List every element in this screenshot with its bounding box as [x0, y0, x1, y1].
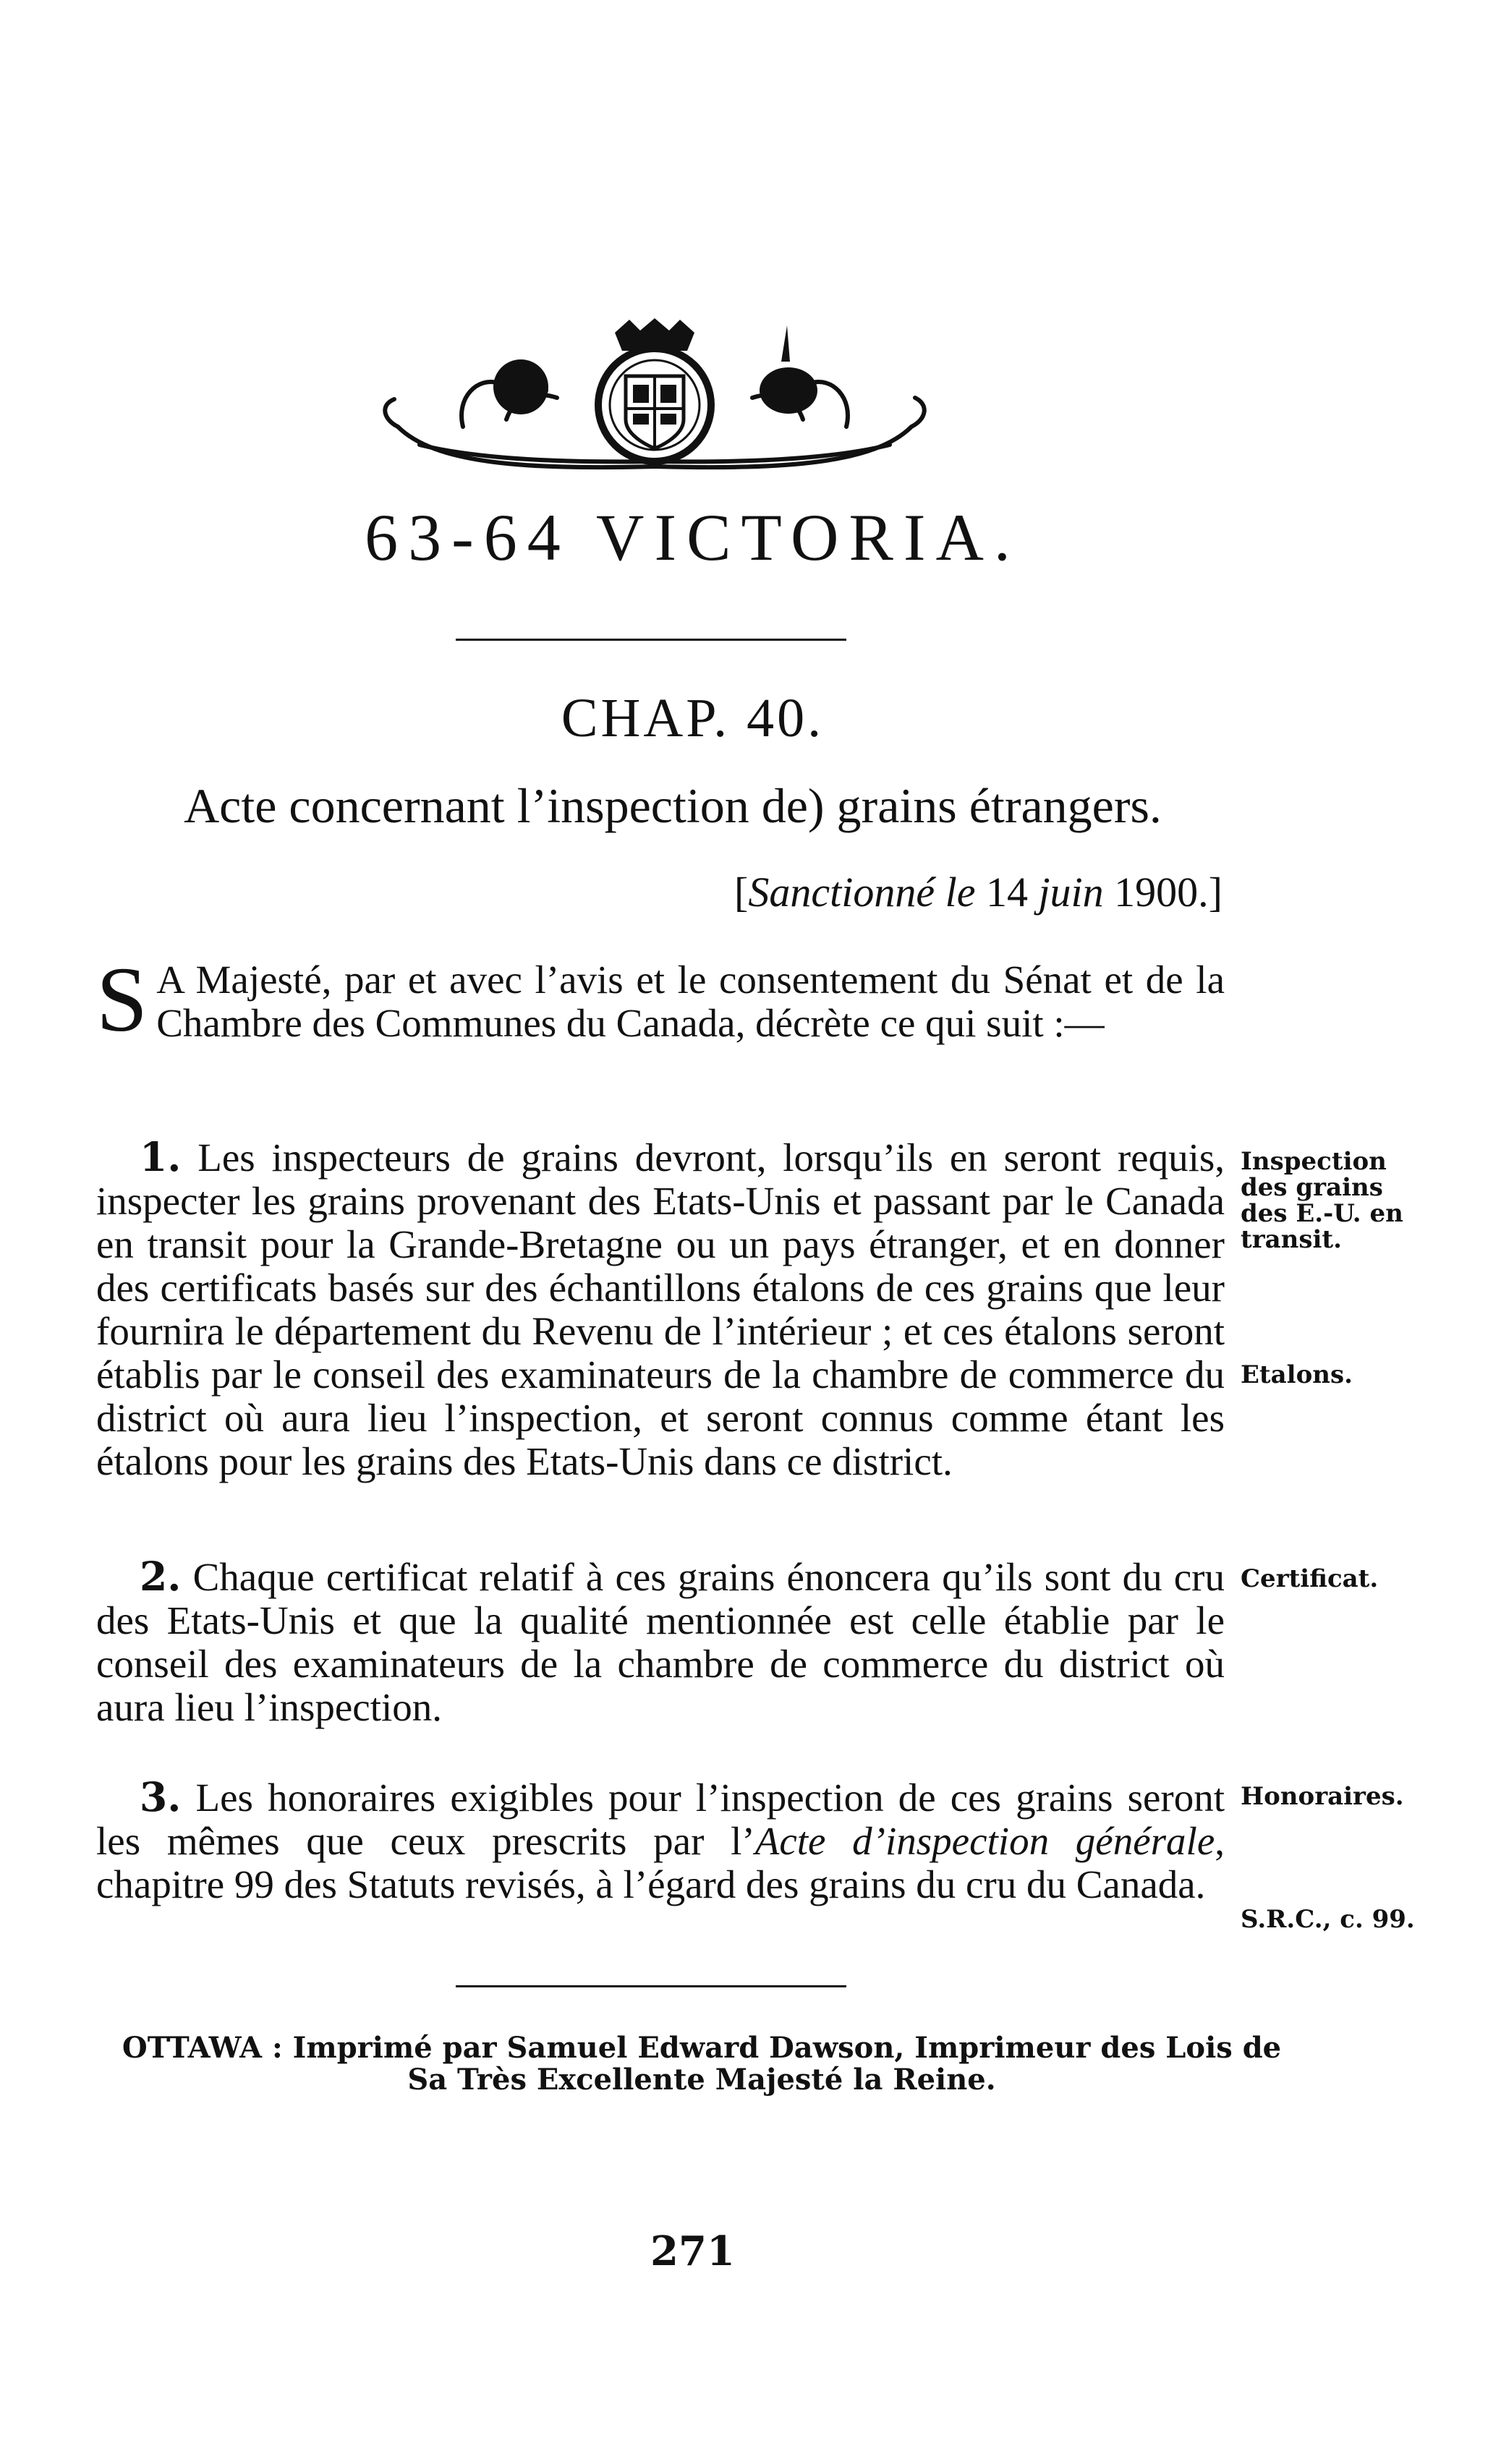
section-text-after: , chapitre 99 des Statuts revisés, à l’égard des grains du cru du Canada.	[96, 1819, 1225, 1906]
sanction-day: 14	[985, 869, 1028, 916]
page-number: 271	[650, 2228, 735, 2275]
section-2	[96, 1555, 1225, 1729]
divider-rule	[456, 639, 846, 641]
section-text: Chaque certificat relatif à ces grains énoncera qu’ils sont du cru des Etats-Unis et que la qualité mentionnée est celle établie par le conseil des examinateurs de la chambre de commerce du district où aura lieu l’inspection.	[96, 1555, 1225, 1729]
marginal-note-honoraires: Honoraires.	[1241, 1782, 1404, 1811]
printer-imprint	[109, 2032, 1295, 2096]
section-text: Les inspecteurs de grains devront, lorsqu’ils en seront requis, inspecter les grains provenant des Etats-Unis et passant par le Canada en transit pour la Grande-Bretagne ou un pays étranger, et en donner des certificats basés sur des échantillons étalons de ces grains que leur fournira le département du Revenu de l’intérieur ; et ces étalons seront établis par le conseil des examinateurs de la chambre de commerce du district où aura lieu l’inspection, et seront connus comme étant les étalons pour les grains des Etats-Unis dans ce district.	[96, 1135, 1225, 1483]
section-number: 2.	[140, 1553, 182, 1600]
drop-cap: S	[96, 948, 148, 1051]
marginal-note-inspection: Inspection des grains des E.-U. en transit.	[1241, 1147, 1403, 1254]
section-3	[96, 1775, 1225, 1906]
section-number: 3.	[140, 1773, 182, 1820]
chapter-heading: CHAP. 40.	[561, 688, 825, 749]
section-number: 1.	[140, 1133, 182, 1180]
regnal-year-heading: 63-64 VICTORIA.	[365, 500, 1021, 574]
royal-coat-of-arms-icon	[376, 318, 933, 477]
divider-rule	[456, 1985, 846, 1987]
act-reference: Acte d’inspection générale	[754, 1819, 1215, 1863]
imprint-line: Sa Très Excellente Majesté la Reine.	[407, 2063, 996, 2097]
sanction-date: [Sanctionné le 14 juin 1900.]	[734, 869, 1223, 916]
sanction-year: 1900.	[1114, 869, 1209, 916]
sanction-month: juin	[1038, 869, 1104, 916]
marginal-note-certificat: Certificat.	[1241, 1564, 1379, 1593]
act-title: Acte concernant l’inspection de) grains étrangers.	[184, 778, 1162, 833]
section-1	[96, 1135, 1225, 1483]
marginal-note-src: S.R.C., c. 99.	[1241, 1905, 1415, 1934]
section-text-before: Les honoraires exigibles pour l’inspection de ces grains seront les mêmes que ceux prescrits par l’	[96, 1775, 1225, 1863]
imprint-line: OTTAWA : Imprimé par Samuel Edward Dawson, Imprimeur des Lois de	[122, 2031, 1282, 2065]
enacting-clause	[96, 948, 1225, 1051]
enacting-text: A Majesté, par et avec l’avis et le consentement du Sénat et de la Chambre des Communes du Canada, décrète ce qui suit :—	[156, 958, 1225, 1045]
sanction-prefix: Sanctionné le	[748, 869, 976, 916]
marginal-note-etalons: Etalons.	[1241, 1360, 1353, 1389]
